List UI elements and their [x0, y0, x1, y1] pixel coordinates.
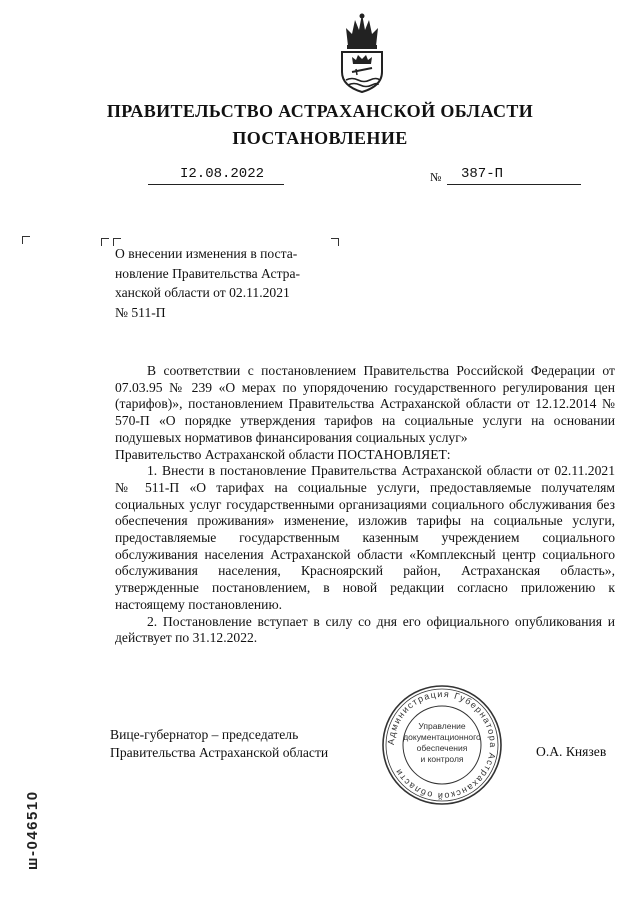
subject-line: новление Правительства Астра-	[115, 265, 301, 281]
resolves-paragraph: Правительство Астраханской области ПОСТАНОВЛЯЕТ:	[115, 446, 451, 462]
astrakhan-coat-of-arms-icon	[338, 12, 386, 94]
number-underline	[447, 184, 581, 185]
government-title: ПРАВИТЕЛЬСТВО АСТРАХАНСКОЙ ОБЛАСТИ	[106, 101, 534, 121]
document-date: I2.08.2022	[180, 166, 265, 182]
subject-line: № 511-П	[115, 304, 166, 320]
signatory-position	[110, 726, 328, 762]
number-label: №	[430, 170, 442, 184]
seal-center-line: и контроля	[420, 754, 464, 764]
document-number: 387-П	[461, 166, 504, 182]
clause-2-paragraph: 2. Постановление вступает в силу со дня его официального опубликования и действует по 31.12.2022.	[115, 613, 615, 646]
signatory-position-line: Правительства Астраханской области	[110, 745, 329, 760]
seal-center-line: Управление	[418, 721, 466, 731]
seal-center-line: обеспечения	[416, 743, 468, 753]
registration-mark	[2, 720, 41, 870]
subject-line: ханской области от 02.11.2021	[115, 285, 290, 301]
seal-ring-text: Администрация Губернатора Астраханской области	[385, 688, 499, 802]
subject-line: О внесении изменения в поста-	[115, 246, 298, 261]
preamble-paragraph: В соответствии с постановлением Правительства Российской Федерации от 07.03.95 № 239 «О мерах по упорядочению государственного регулирования цен (тарифов)», постановлением Правительства Астраханской области от 12.12.2014 № 570-П «О порядке утверждения тарифов на социальные услуги на основании подушевых нормативов финансирования социальных услуг»	[115, 363, 615, 445]
document-type: ПОСТАНОВЛЕНИЕ	[232, 128, 408, 148]
document-body	[115, 363, 615, 647]
official-seal-stamp	[380, 683, 504, 807]
signatory-position-line: Вице-губернатор – председатель	[110, 727, 299, 742]
subject-corner-top-left	[101, 238, 109, 246]
left-margin-corner	[22, 236, 30, 244]
registration-number: ш-046510	[24, 790, 41, 870]
signatory-name: О.А. Князев	[536, 744, 607, 759]
document-subject	[115, 244, 335, 322]
date-underline	[148, 184, 284, 185]
seal-center-line: документационного	[403, 732, 481, 742]
clause-1-paragraph: 1. Внести в постановление Правительства Астраханской области от 02.11.2021 № 511-П «О тарифах на социальные услуги, предоставляемые получателям социальных услуг государственными организациями социального обслуживания без обеспечения проживания» изменение, изложив тарифы на социальные услуги, предоставляемые государственным казенным учреждением социального обслуживания населения Астраханской области «Комплексный центр социального обслуживания населения, Красноярский район, Астраханская область», утвержденные постановлением, в новой редакции согласно приложению к настоящему постановлению.	[115, 463, 615, 612]
